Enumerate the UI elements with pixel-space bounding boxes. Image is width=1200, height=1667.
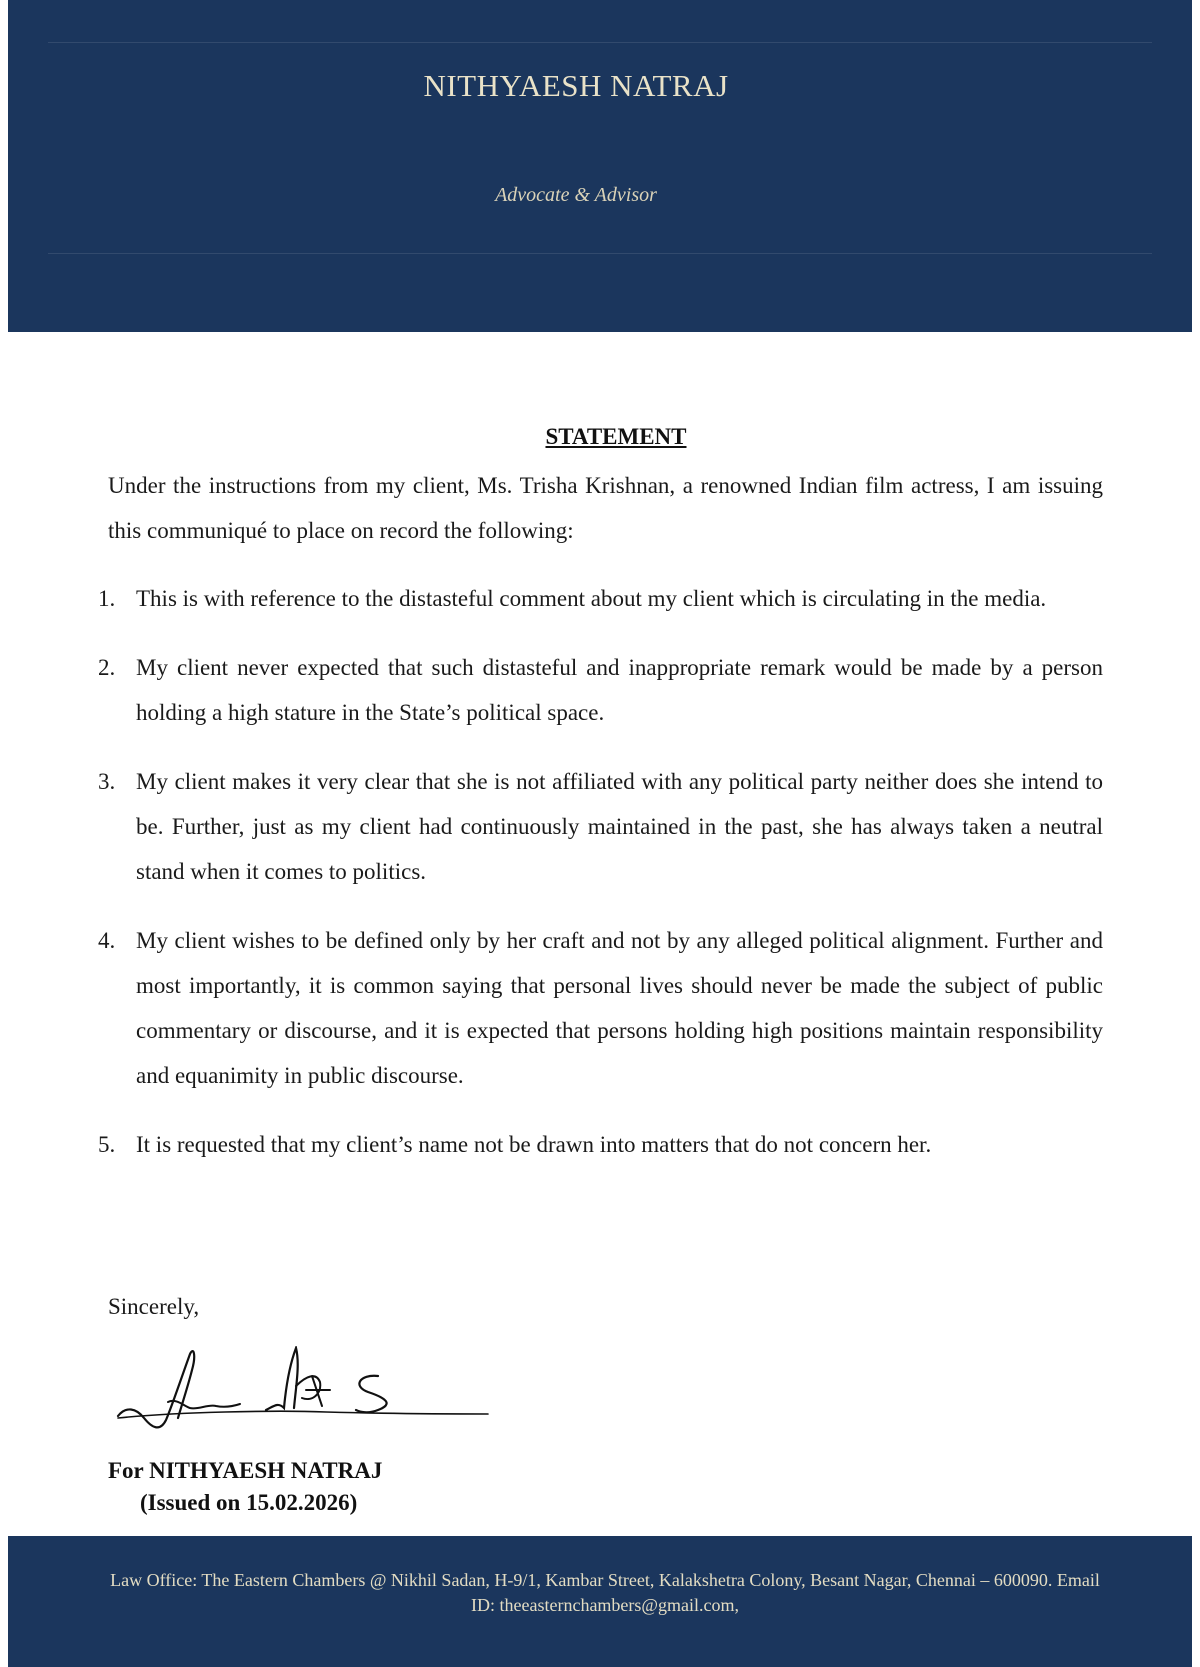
header-rule [48,253,1152,254]
issue-date: (Issued on 15.02.2026) [140,1490,358,1515]
point-number: 1. [98,586,116,611]
firm-tagline: Advocate & Advisor [495,184,657,206]
intro-paragraph: Under the instructions from my client, Ms. Trisha Krishnan, a renowned Indian film actress, I am issuing this communiqué to place on record the following: [108,473,1103,543]
list-item [98,918,1103,1098]
point-number: 2. [98,655,116,680]
point-text: This is with reference to the distasteful comment about my client which is circulating in the media. [136,586,1047,611]
point-text: My client wishes to be defined only by her craft and not by any alleged political alignment. Further and most importantly, it is common saying that personal lives should never be made the subject of public commentary or discourse, and it is expected that persons holding high positions maintain responsibility and equanimity in public discourse. [136,928,1103,1088]
footer [8,1536,1192,1667]
footer-address: Law Office: The Eastern Chambers @ Nikhil Sadan, H-9/1, Kambar Street, Kalakshetra Colony, Besant Nagar, Chennai – 600090. Email ID: theeasternchambers@gmail.com, [110,1570,1100,1615]
point-number: 3. [98,769,116,794]
point-text: My client makes it very clear that she is not affiliated with any political party neither does she intend to be. Further, just as my client had continuously maintained in the past, she has always taken a neutral stand when it comes to politics. [136,769,1103,884]
list-item [98,1122,1103,1167]
closing-salutation: Sincerely, [108,1294,200,1319]
list-item [98,759,1103,894]
point-text: It is requested that my client’s name not be drawn into matters that do not concern her. [136,1132,932,1157]
letter-page [8,0,1192,1667]
list-item [98,645,1103,735]
signature-image [116,1346,516,1446]
letterhead [8,0,1192,332]
document-title: STATEMENT [545,424,687,449]
firm-name: NITHYAESH NATRAJ [423,68,729,103]
point-text: My client never expected that such distasteful and inappropriate remark would be made by a person holding a high stature in the State’s political space. [136,655,1103,725]
list-item [98,576,1103,621]
point-number: 4. [98,928,116,953]
signatory-name: For NITHYAESH NATRAJ [108,1458,383,1483]
statement-points [98,576,1103,1191]
point-number: 5. [98,1132,116,1157]
header-rule [48,42,1152,43]
